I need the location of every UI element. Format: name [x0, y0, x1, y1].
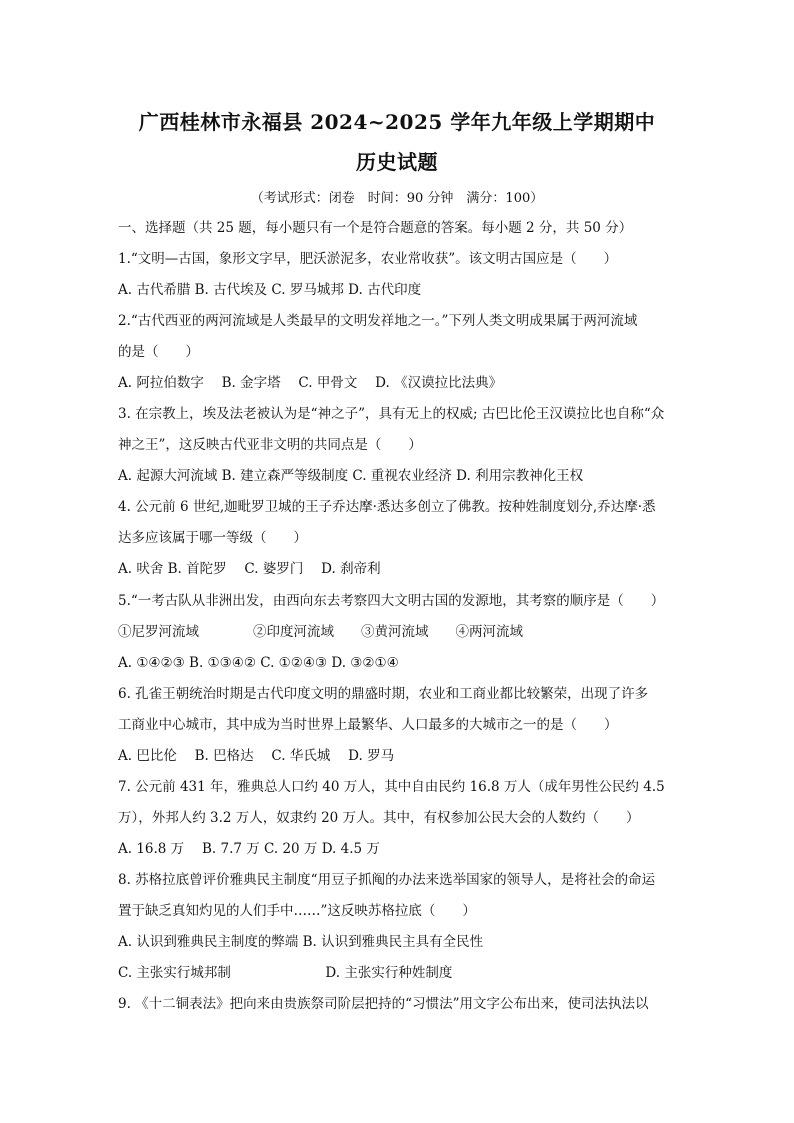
question-5-line-1: 5.“一考古队从非洲出发，由西向东去考察四大文明古国的发源地，其考察的顺序是（ ） — [118, 593, 665, 609]
question-2-options: A. 阿拉伯数字 B. 金字塔 C. 甲骨文 D. 《汉谟拉比法典》 — [118, 375, 503, 391]
exam-info: （考试形式：闭卷 时间：90 分钟 满分：100） — [250, 191, 544, 206]
question-8-line-1: 8. 苏格拉底曾评价雅典民主制度“用豆子抓阄的办法来选举国家的领导人，是将社会的命运 — [118, 872, 656, 888]
question-7-line-1: 7. 公元前 431 年，雅典总人口约 40 万人，其中自由民约 16.8 万人（成年男性公民约 4.5 — [118, 779, 665, 795]
question-1-options: A. 古代希腊 B. 古代埃及 C. 罗马城邦 D. 古代印度 — [118, 282, 422, 298]
question-8-options-1: A. 认识到雅典民主制度的弊端 B. 认识到雅典民主具有全民性 — [118, 934, 484, 950]
question-6-line-2: 工商业中心城市，其中成为当时世界上最繁华、人口最多的大城市之一的是（ ） — [118, 717, 618, 733]
question-2-line-2: 的是（ ） — [118, 344, 199, 360]
question-7-options: A. 16.8 万 B. 7.7 万 C. 20 万 D. 4.5 万 — [118, 841, 380, 857]
question-4-line-2: 达多应该属于哪一等级（ ） — [118, 530, 307, 546]
exam-subtitle: 历史试题 — [356, 150, 438, 174]
question-6-line-1: 6. 孔雀王朝统治时期是古代印度文明的鼎盛时期，农业和工商业都比较繁荣，出现了许多 — [118, 686, 649, 702]
question-2-line-1: 2.“古代西亚的两河流域是人类最早的文明发祥地之一。”下列人类文明成果属于两河流域 — [118, 313, 638, 329]
question-3-options: A. 起源大河流域 B. 建立森严等级制度 C. 重视农业经济 D. 利用宗教神化王权 — [118, 468, 584, 484]
question-4-options: A. 吠舍 B. 首陀罗 C. 婆罗门 D. 刹帝利 — [118, 561, 381, 577]
question-5-line-2: ①尼罗河流域 ②印度河流域 ③黄河流域 ④两河流域 — [118, 624, 523, 640]
question-7-line-2: 万），外邦人约 3.2 万人，奴隶约 20 万人。其中，有权参加公民大会的人数约（ ） — [118, 810, 640, 826]
question-8-options-2: C. 主张实行城邦制 D. 主张实行种姓制度 — [118, 965, 453, 981]
question-3-line-1: 3. 在宗教上，埃及法老被认为是“神之子”，具有无上的权威; 古巴比伦王汉谟拉比也自称“众 — [118, 406, 665, 422]
question-5-options: A. ①④②③ B. ①③④② C. ①②④③ D. ③②①④ — [118, 655, 399, 671]
question-6-options: A. 巴比伦 B. 巴格达 C. 华氏城 D. 罗马 — [118, 748, 395, 764]
question-1-line-1: 1.“文明—古国，象形文字早，肥沃淤泥多，农业常收获”。该文明古国应是（ ） — [118, 251, 618, 267]
question-3-line-2: 神之王”，这反映古代亚非文明的共同点是（ ） — [118, 437, 422, 453]
section-title: 一、选择题（共 25 题，每小题只有一个是符合题意的答案。每小题 2 分，共 50 分） — [118, 220, 633, 236]
question-9-line-1: 9. 《十二铜表法》把向来由贵族祭司阶层把持的“习惯法”用文字公布出来，使司法执法以 — [118, 996, 649, 1012]
question-8-line-2: 置于缺乏真知灼见的人们手中……”这反映苏格拉底（ ） — [118, 903, 476, 919]
question-4-line-1: 4. 公元前 6 世纪,迦毗罗卫城的王子乔达摩·悉达多创立了佛教。按种姓制度划分,乔达摩·悉 — [118, 499, 656, 515]
exam-title: 广西桂林市永福县 2024~2025 学年九年级上学期期中 — [138, 110, 656, 134]
